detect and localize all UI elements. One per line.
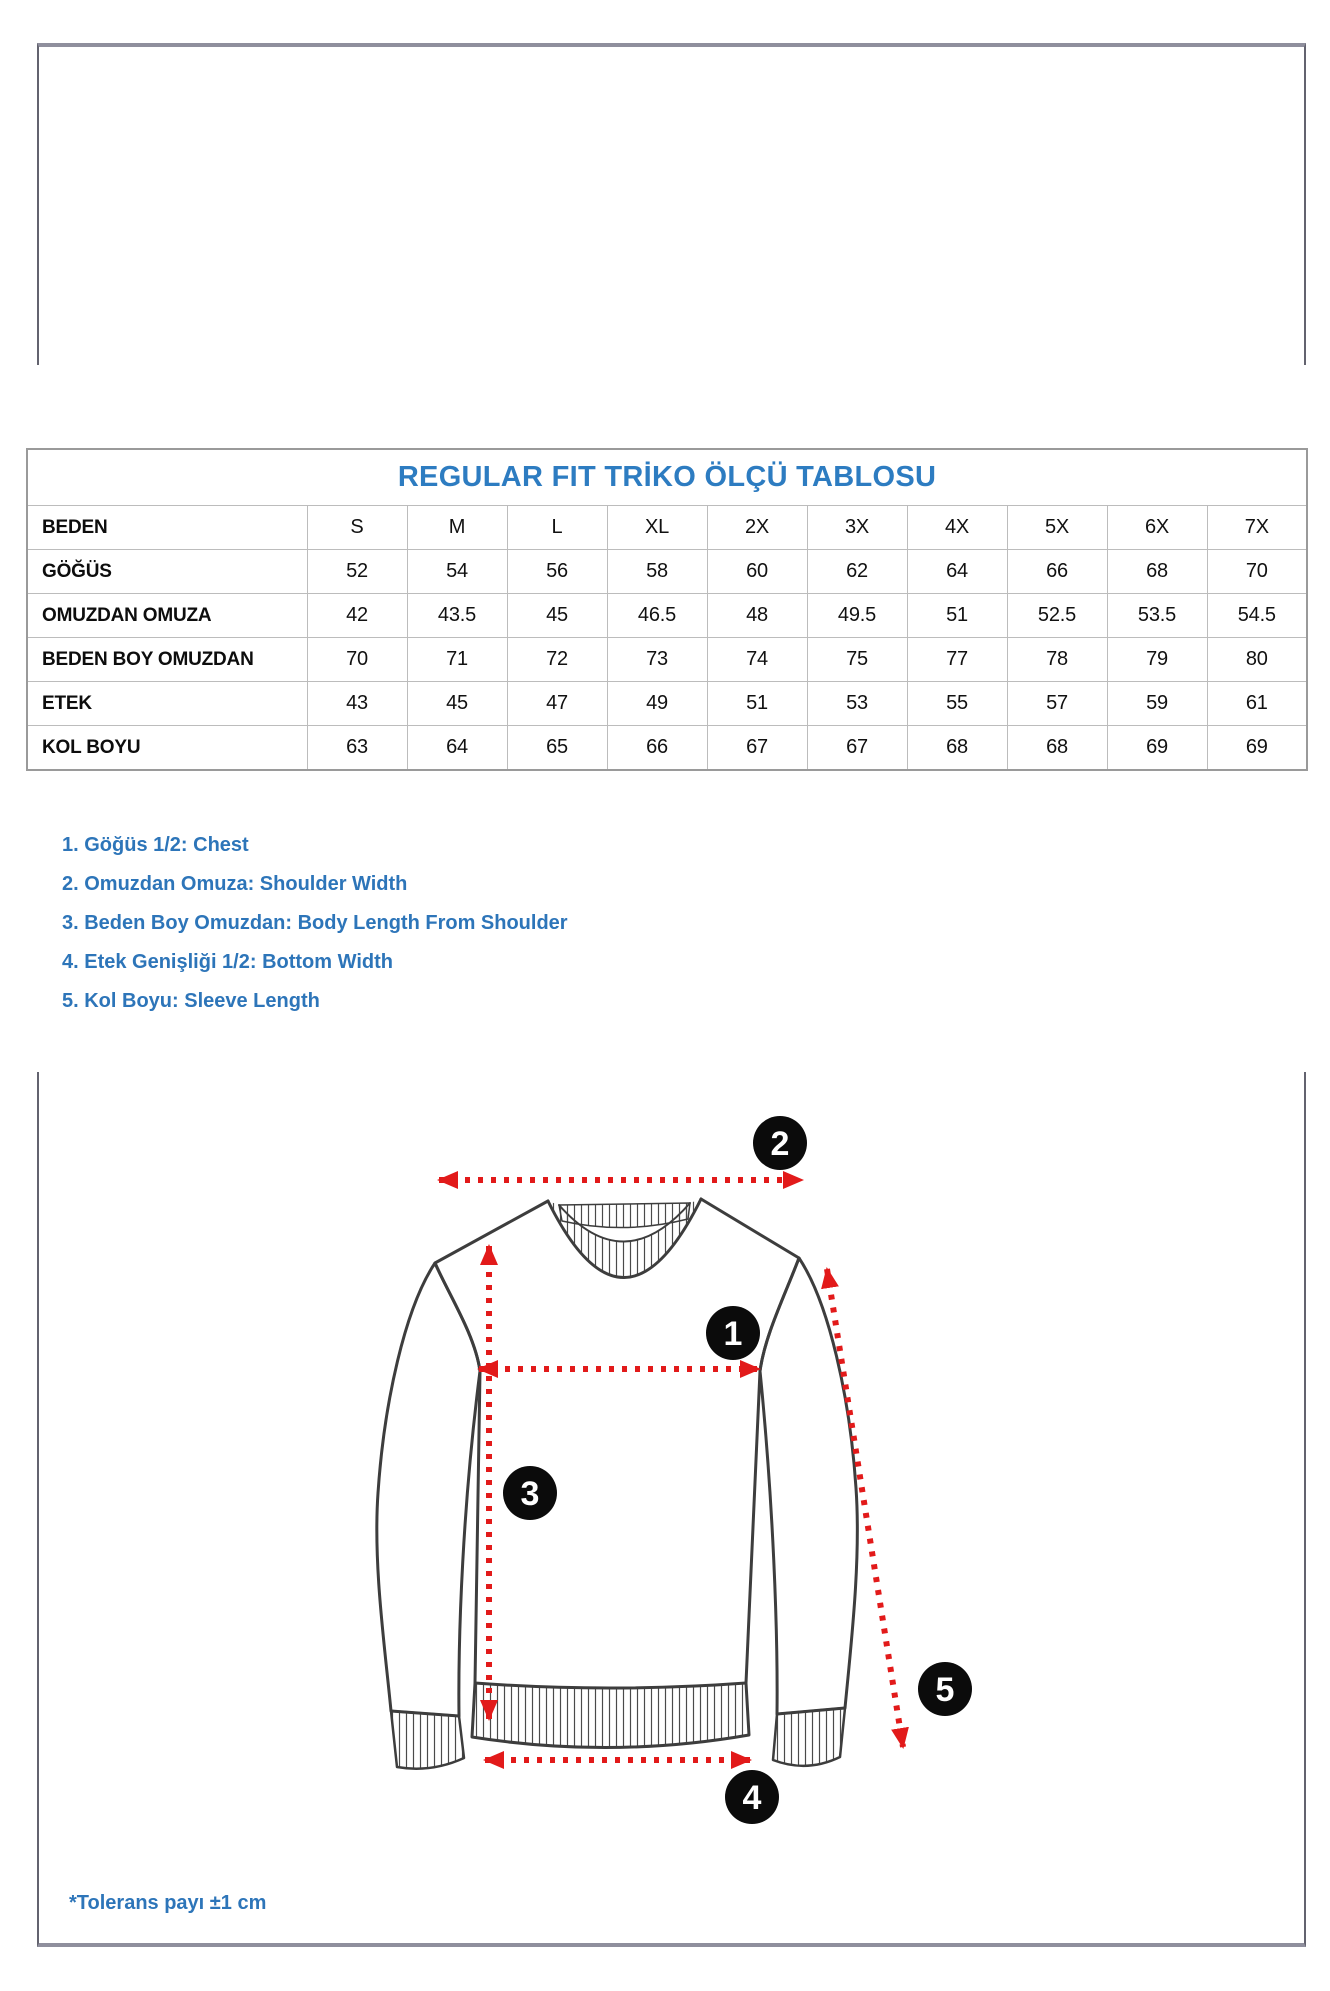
- cell: 51: [907, 594, 1007, 638]
- cell: 64: [907, 550, 1007, 594]
- svg-text:3: 3: [520, 1475, 540, 1513]
- table-title-row: [27, 449, 1307, 506]
- cell: 62: [807, 550, 907, 594]
- cell: 42: [307, 594, 407, 638]
- cell: 66: [1007, 550, 1107, 594]
- cell: 49.5: [807, 594, 907, 638]
- cell: 78: [1007, 638, 1107, 682]
- svg-text:2: 2: [770, 1125, 790, 1163]
- cell: 45: [507, 594, 607, 638]
- size-col: L: [507, 506, 607, 550]
- cell: 59: [1107, 682, 1207, 726]
- table-row: [27, 594, 1307, 638]
- measurement-diagram-box: [37, 1072, 1306, 1947]
- cell: 74: [707, 638, 807, 682]
- size-col: 6X: [1107, 506, 1207, 550]
- sweater-diagram: [39, 1072, 1304, 1943]
- cell: 72: [507, 638, 607, 682]
- cell: 77: [907, 638, 1007, 682]
- cell: 66: [607, 726, 707, 771]
- cell: 75: [807, 638, 907, 682]
- cell: 67: [807, 726, 907, 771]
- table-row: [27, 726, 1307, 771]
- cell: 73: [607, 638, 707, 682]
- size-table: [26, 448, 1308, 771]
- cell: 54: [407, 550, 507, 594]
- cell: 79: [1107, 638, 1207, 682]
- marker-1-chest: [706, 1306, 760, 1360]
- size-col: 3X: [807, 506, 907, 550]
- legend-item-body-length: 3. Beden Boy Omuzdan: Body Length From Shoulder: [62, 912, 568, 934]
- cell: 43.5: [407, 594, 507, 638]
- cell: 57: [1007, 682, 1107, 726]
- size-col: M: [407, 506, 507, 550]
- cell: 58: [607, 550, 707, 594]
- size-col: 4X: [907, 506, 1007, 550]
- legend-item-bottom-width: 4. Etek Genişliği 1/2: Bottom Width: [62, 951, 393, 973]
- table-row: [27, 550, 1307, 594]
- marker-2-shoulder: [753, 1116, 807, 1170]
- cell: 68: [1107, 550, 1207, 594]
- size-col: S: [307, 506, 407, 550]
- svg-text:5: 5: [935, 1671, 955, 1709]
- cell: 55: [907, 682, 1007, 726]
- cell: 52: [307, 550, 407, 594]
- legend-item-sleeve-length: 5. Kol Boyu: Sleeve Length: [62, 990, 320, 1012]
- row-label: ETEK: [27, 682, 307, 726]
- cell: 53: [807, 682, 907, 726]
- cell: 48: [707, 594, 807, 638]
- cell: 70: [307, 638, 407, 682]
- legend-item-shoulder: 2. Omuzdan Omuza: Shoulder Width: [62, 873, 408, 895]
- cell: 70: [1207, 550, 1307, 594]
- cell: 53.5: [1107, 594, 1207, 638]
- cell: 68: [907, 726, 1007, 771]
- size-col: 2X: [707, 506, 807, 550]
- cell: 69: [1207, 726, 1307, 771]
- table-header-row: [27, 506, 1307, 550]
- cell: 49: [607, 682, 707, 726]
- header-label: BEDEN: [27, 506, 307, 550]
- cell: 63: [307, 726, 407, 771]
- size-col: 7X: [1207, 506, 1307, 550]
- cell: 52.5: [1007, 594, 1107, 638]
- cell: 43: [307, 682, 407, 726]
- cell: 51: [707, 682, 807, 726]
- empty-image-box: [37, 43, 1306, 365]
- cell: 45: [407, 682, 507, 726]
- cell: 46.5: [607, 594, 707, 638]
- table-row: [27, 638, 1307, 682]
- table-row: [27, 682, 1307, 726]
- cell: 71: [407, 638, 507, 682]
- row-label: BEDEN BOY OMUZDAN: [27, 638, 307, 682]
- measurement-legend: [62, 826, 568, 1021]
- cell: 69: [1107, 726, 1207, 771]
- marker-5-sleeve-length: [918, 1662, 972, 1716]
- size-col: XL: [607, 506, 707, 550]
- cell: 47: [507, 682, 607, 726]
- cell: 80: [1207, 638, 1307, 682]
- legend-item-chest: 1. Göğüs 1/2: Chest: [62, 834, 249, 856]
- marker-4-bottom-width: [725, 1770, 779, 1824]
- size-col: 5X: [1007, 506, 1107, 550]
- cell: 54.5: [1207, 594, 1307, 638]
- sweater-outline-drawing: [377, 1199, 858, 1769]
- row-label: OMUZDAN OMUZA: [27, 594, 307, 638]
- cell: 56: [507, 550, 607, 594]
- svg-text:1: 1: [723, 1315, 743, 1353]
- row-label: GÖĞÜS: [27, 550, 307, 594]
- cell: 65: [507, 726, 607, 771]
- table-title: REGULAR FIT TRİKO ÖLÇÜ TABLOSU: [27, 449, 1307, 506]
- cell: 60: [707, 550, 807, 594]
- cell: 68: [1007, 726, 1107, 771]
- marker-3-body-length: [503, 1466, 557, 1520]
- cell: 67: [707, 726, 807, 771]
- cell: 64: [407, 726, 507, 771]
- svg-text:4: 4: [742, 1779, 762, 1817]
- row-label: KOL BOYU: [27, 726, 307, 771]
- cell: 61: [1207, 682, 1307, 726]
- tolerance-note: *Tolerans payı ±1 cm: [69, 1892, 267, 1914]
